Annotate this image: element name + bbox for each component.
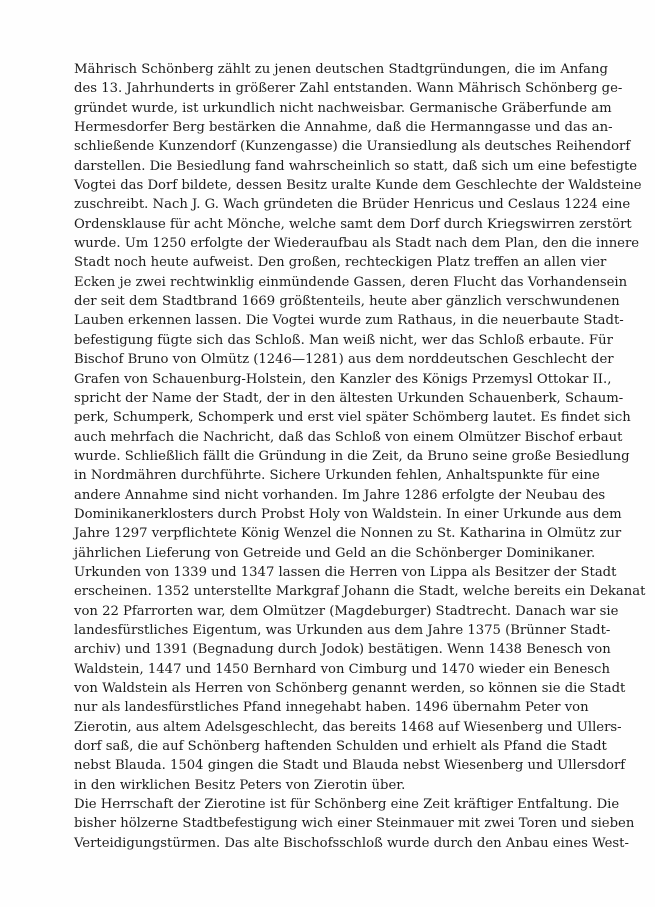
text-line: befestigung fügte sich das Schloß. Man weiß nicht, wer das Schloß erbaute. Für xyxy=(74,332,613,348)
text-line: auch mehrfach die Nachricht, daß das Schloß von einem Olmützer Bischof erbaut xyxy=(74,429,623,445)
text-line: andere Annahme sind nicht vorhanden. Im Jahre 1286 erfolgte der Neubau des xyxy=(74,487,606,503)
text-line: Ordensklause für acht Mönche, welche samt dem Dorf durch Kriegswirren zerstört xyxy=(74,216,632,232)
text-line: Verteidigungstürmen. Das alte Bischofsschloß wurde durch den Anbau eines West- xyxy=(74,835,629,851)
text-line: der seit dem Stadtbrand 1669 größtenteils, heute aber gänzlich verschwundenen xyxy=(74,294,620,310)
text-line: Urkunden von 1339 und 1347 lassen die Herren von Lippa als Besitzer der Stadt xyxy=(74,564,617,580)
text-line: Lauben erkennen lassen. Die Vogtei wurde zum Rathaus, in die neuerbaute Stadt- xyxy=(74,313,624,329)
text-line: Grafen von Schauenburg-Holstein, den Kanzler des Königs Przemysl Ottokar II., xyxy=(74,371,612,387)
text-line: dorf saß, die auf Schönberg haftenden Schulden und erhielt als Pfand die Stadt xyxy=(74,739,607,755)
text-line: archiv) und 1391 (Begnadung durch Jodok) bestätigen. Wenn 1438 Benesch von xyxy=(74,642,611,658)
text-line: erscheinen. 1352 unterstellte Markgraf Johann die Stadt, welche bereits ein Dekanat xyxy=(74,584,646,600)
text-line: Stadt noch heute aufweist. Den großen, rechteckigen Platz treffen an allen vier xyxy=(74,255,607,271)
text-line: Mährisch Schönberg zählt zu jenen deutschen Stadtgründungen, die im Anfang xyxy=(74,62,608,77)
text-line: spricht der Name der Stadt, der in den ältesten Urkunden Schauenberk, Schaum- xyxy=(74,390,624,406)
text-line: nur als landesfürstliches Pfand innegehabt haben. 1496 übernahm Peter von xyxy=(74,700,589,716)
text-line: Jahre 1297 verpflichtete König Wenzel die Nonnen zu St. Katharina in Olmütz zur xyxy=(74,526,622,542)
text-line: Vogtei das Dorf bildete, dessen Besitz uralte Kunde dem Geschlechte der Waldsteine xyxy=(74,178,642,194)
text-line: Bischof Bruno von Olmütz (1246—1281) aus dem norddeutschen Geschlecht der xyxy=(74,352,614,368)
text-line: Die Herrschaft der Zierotine ist für Schönberg eine Zeit kräftiger Entfaltung. Die xyxy=(74,797,620,813)
text-line: bisher hölzerne Stadtbefestigung wich einer Steinmauer mit zwei Toren und sieben xyxy=(74,816,635,832)
text-line: wurde. Um 1250 erfolgte der Wiederaufbau als Stadt nach dem Plan, den die innere xyxy=(74,236,640,252)
text-line: landesfürstliches Eigentum, was Urkunden aus dem Jahre 1375 (Brünner Stadt- xyxy=(74,622,611,638)
text-line: von Waldstein als Herren von Schönberg genannt werden, so können sie die Stadt xyxy=(74,681,626,696)
text-line: gründet wurde, ist urkundlich nicht nachweisbar. Germanische Gräberfunde am xyxy=(74,100,612,116)
body-text xyxy=(74,60,646,853)
paragraph-1 xyxy=(74,60,642,563)
text-line: darstellen. Die Besiedlung fand wahrscheinlich so statt, daß sich um eine befestigte xyxy=(74,158,638,174)
text-line: Hermesdorfer Berg bestärken die Annahme, daß die Hermanngasse und das an- xyxy=(74,120,613,136)
text-line: in den wirklichen Besitz Peters von Zierotin über. xyxy=(74,777,406,793)
paragraph-3 xyxy=(74,795,635,853)
text-line: nebst Blauda. 1504 gingen die Stadt und Blauda nebst Wiesenberg und Ullersdorf xyxy=(74,758,626,774)
paragraph-2 xyxy=(74,563,646,795)
text-line: wurde. Schließlich fällt die Gründung in die Zeit, da Bruno seine große Besiedlung xyxy=(74,448,630,464)
text-line: des 13. Jahrhunderts in größerer Zahl entstanden. Wann Mährisch Schönberg ge- xyxy=(74,81,623,97)
text-line: Ecken je zwei rechtwinklig einmündende Gassen, deren Flucht das Vorhandensein xyxy=(74,274,628,290)
text-line: von 22 Pfarrorten war, dem Olmützer (Magdeburger) Stadtrecht. Danach war sie xyxy=(74,603,619,619)
text-line: perk, Schumperk, Schomperk und erst viel später Schömberg lautet. Es findet sich xyxy=(74,410,631,426)
text-line: Waldstein, 1447 und 1450 Bernhard von Cimburg und 1470 wieder ein Benesch xyxy=(74,661,610,677)
text-line: in Nordmähren durchführte. Sichere Urkunden fehlen, Anhaltspunkte für eine xyxy=(74,468,600,484)
text-line: jährlichen Lieferung von Getreide und Geld an die Schönberger Dominikaner. xyxy=(74,545,596,561)
text-line: schließende Kunzendorf (Kunzengasse) die Uransiedlung als deutsches Reihendorf xyxy=(74,139,631,155)
text-line: Dominikanerklosters durch Probst Holy von Waldstein. In einer Urkunde aus dem xyxy=(74,506,622,522)
text-line: Zierotin, aus altem Adelsgeschlecht, das bereits 1468 auf Wiesenberg und Ullers- xyxy=(74,719,622,735)
text-line: zuschreibt. Nach J. G. Wach gründeten die Brüder Henricus und Ceslaus 1224 eine xyxy=(74,197,631,213)
